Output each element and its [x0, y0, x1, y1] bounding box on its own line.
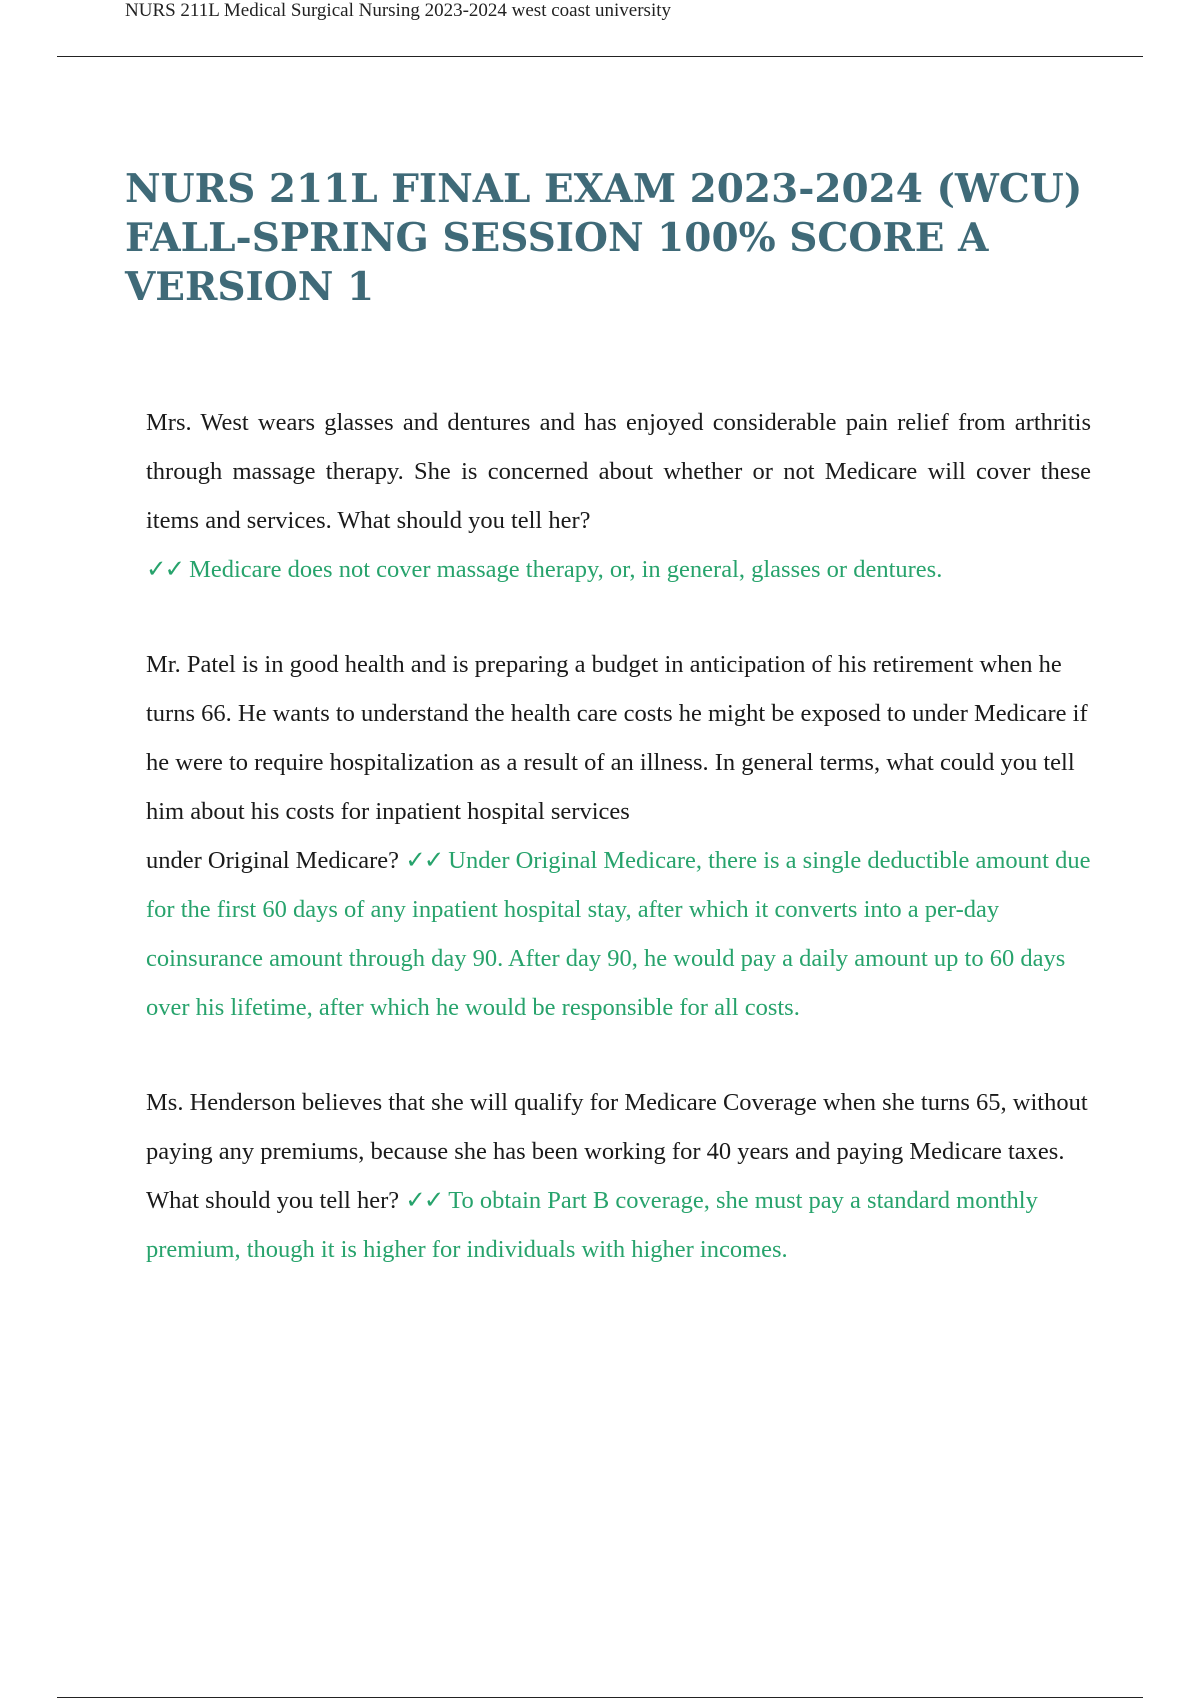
header-divider	[57, 56, 1143, 57]
answer-line	[146, 545, 1091, 594]
running-header: NURS 211L Medical Surgical Nursing 2023-2024 west coast university	[125, 0, 672, 21]
check-icon: ✓✓	[405, 1187, 443, 1214]
question-text	[146, 398, 1091, 545]
question-text-body: Mrs. West wears glasses and dentures and has enjoyed considerable pain relief from arthritis through massage therapy. She is concerned about whether or not Medicare will cover these items and services. What should you tell her?	[146, 409, 1091, 534]
question-list	[146, 398, 1091, 1320]
question-text	[146, 1078, 1091, 1274]
answer-text: Under Original Medicare, there is a single deductible amount due for the first 60 days of any inpatient hospital stay, after which it converts into a per-day coinsurance amount through day 90. After day 90, he would pay a daily amount up to 60 days over his lifetime, after which he would be responsible for all costs.	[146, 847, 1091, 1021]
answer-line	[146, 836, 1091, 1032]
question-block	[146, 398, 1091, 594]
question-text-continued: under Original Medicare?	[146, 847, 400, 874]
footer-divider	[57, 1697, 1143, 1698]
question-text-body: Ms. Henderson believes that she will qualify for Medicare Coverage when she turns 65, without paying any premiums, because she has been working for 40 years and paying Medicare taxes. What should you tell her?	[146, 1089, 1088, 1214]
check-icon: ✓✓	[146, 556, 184, 583]
answer-text: Medicare does not cover massage therapy, or, in general, glasses or dentures.	[189, 556, 943, 583]
question-block	[146, 1078, 1091, 1274]
question-text	[146, 640, 1091, 836]
question-block	[146, 640, 1091, 1032]
check-icon: ✓✓	[405, 847, 443, 874]
question-text-body: Mr. Patel is in good health and is preparing a budget in anticipation of his retirement when he turns 66. He wants to understand the health care costs he might be exposed to under Medicare if he were to require hospitalization as a result of an illness. In general terms, what could you tell him about his costs for inpatient hospital services	[146, 651, 1088, 825]
page-title: NURS 211L FINAL EXAM 2023-2024 (WCU) FALL-SPRING SESSION 100% SCORE A VERSION 1	[125, 166, 1083, 310]
answer-text: To obtain Part B coverage, she must pay a standard monthly premium, though it is higher for individuals with higher incomes.	[146, 1187, 1038, 1263]
